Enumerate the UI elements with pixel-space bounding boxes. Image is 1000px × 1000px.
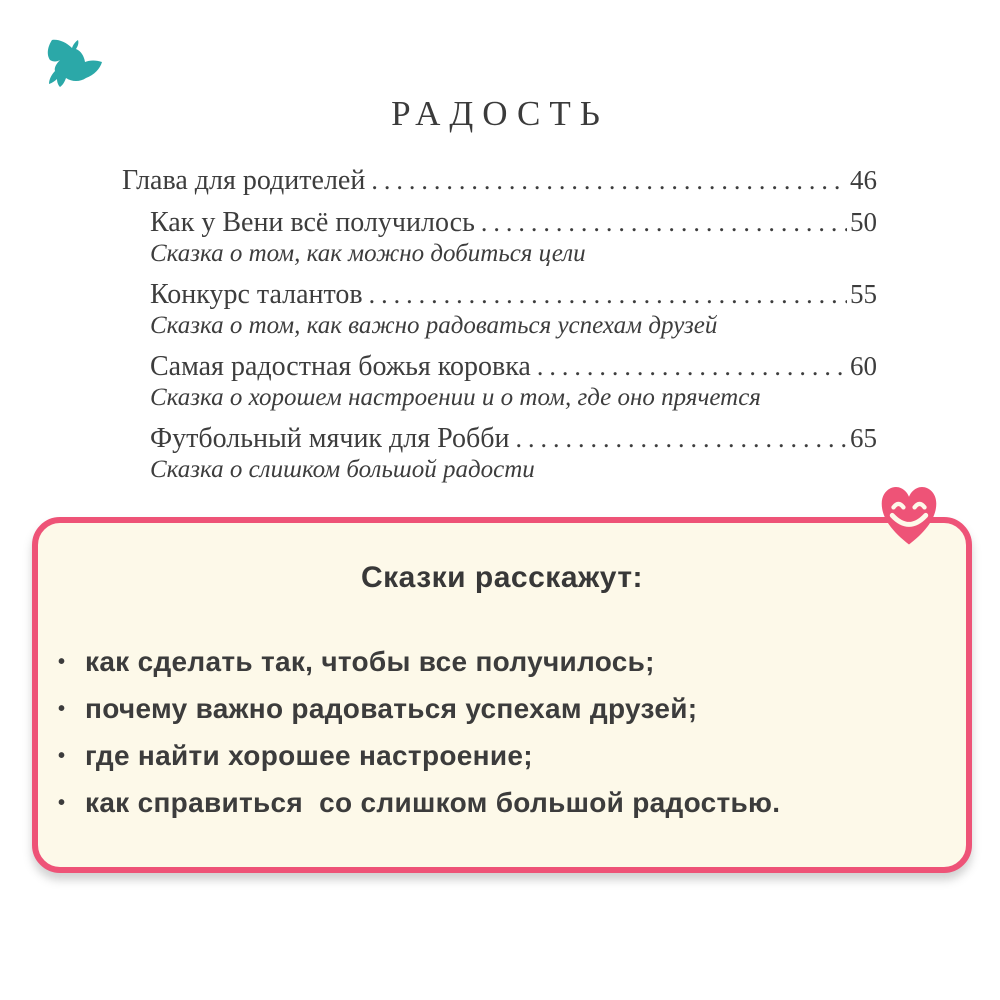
toc-entry-subtitle: Сказка о хорошем настроении и о том, где оно прячется (150, 384, 761, 411)
flying-bird-icon (44, 38, 106, 95)
toc-row (150, 279, 877, 311)
toc-dot-leader (371, 166, 847, 196)
toc-entry (122, 279, 877, 341)
toc-entry (122, 423, 877, 485)
toc-entry (122, 165, 877, 197)
toc-row (150, 351, 877, 383)
toc-page-number: 55 (850, 279, 877, 309)
promo-card (32, 517, 972, 873)
list-item (52, 786, 950, 820)
toc-page-number: 46 (850, 165, 877, 195)
list-item (52, 692, 950, 726)
toc-dot-leader (481, 208, 847, 238)
bullet-dot: • (58, 792, 66, 814)
bullet-list (38, 645, 966, 820)
toc-page-number: 50 (850, 207, 877, 237)
bullet-text: почему важно радоваться успехам друзей; (85, 693, 698, 724)
toc-dot-leader (369, 280, 847, 310)
bullet-text: как сделать так, чтобы все получилось; (85, 646, 655, 677)
list-item (52, 645, 950, 679)
toc-page-number: 60 (850, 351, 877, 381)
toc-entry-subtitle: Сказка о том, как можно добиться цели (150, 240, 586, 267)
toc-entry-subtitle: Сказка о том, как важно радоваться успехам друзей (150, 312, 718, 339)
bullet-text: где найти хорошее настроение; (85, 740, 533, 771)
bullet-dot: • (58, 745, 66, 767)
smiling-heart-icon (878, 482, 940, 550)
toc-row (150, 207, 877, 239)
toc-entry-title: Конкурс талантов (150, 279, 363, 310)
toc-row (150, 423, 877, 455)
toc-entry-title: Самая радостная божья коровка (150, 351, 531, 382)
toc-page-number: 65 (850, 423, 877, 453)
toc-entry-title: Футбольный мячик для Робби (150, 423, 510, 454)
table-of-contents (122, 165, 877, 495)
toc-dot-leader (537, 352, 847, 382)
toc-entry (122, 351, 877, 413)
toc-entry-title: Как у Вени всё получилось (150, 207, 475, 238)
bullet-dot: • (58, 698, 66, 720)
toc-entry-title: Глава для родителей (122, 165, 366, 196)
toc-entry-subtitle: Сказка о слишком большой радости (150, 456, 535, 483)
bullet-text: как справиться со слишком большой радостью. (85, 787, 781, 818)
toc-row (122, 165, 877, 197)
toc-entry (122, 207, 877, 269)
list-item (52, 739, 950, 773)
toc-dot-leader (515, 424, 847, 454)
bullet-dot: • (58, 651, 66, 673)
card-heading: Сказки расскажут: (360, 561, 643, 594)
page-title: РАДОСТЬ (391, 94, 609, 133)
